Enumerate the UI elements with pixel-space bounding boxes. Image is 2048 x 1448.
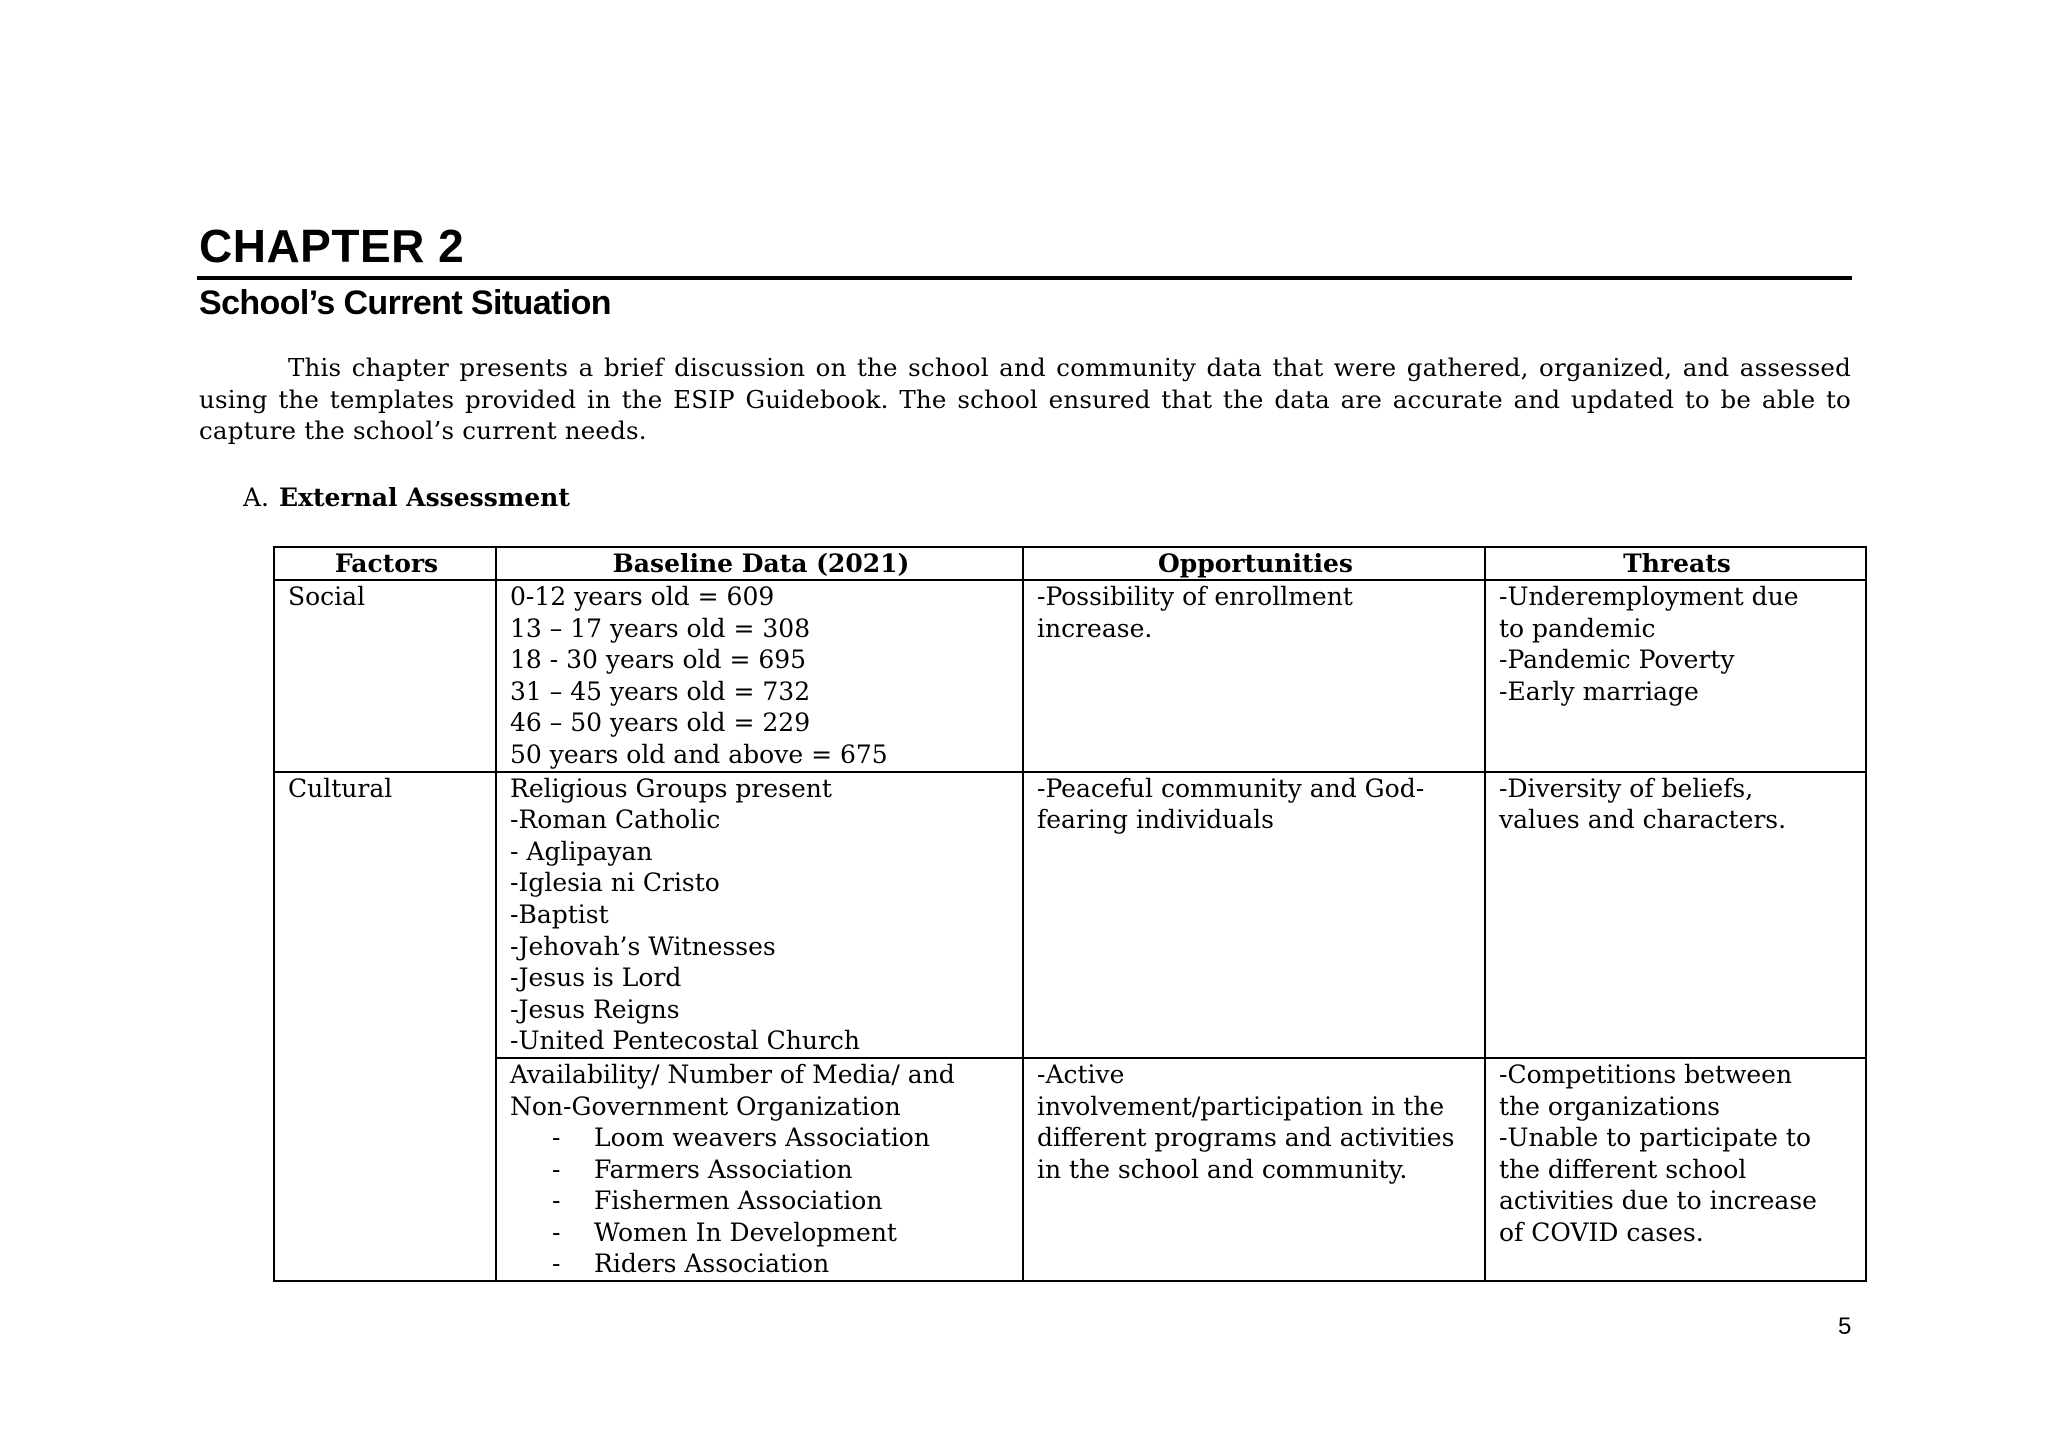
- opportunity-line: -Possibility of enrollment: [1037, 582, 1353, 611]
- list-item: - Women In Development: [552, 1217, 1012, 1249]
- opportunity-line: increase.: [1037, 613, 1153, 643]
- table-row-cultural: [274, 772, 1866, 1058]
- header-opportunities: Opportunities: [1023, 547, 1485, 580]
- baseline-cell: [496, 580, 1023, 772]
- threat-line: values and characters.: [1499, 805, 1787, 835]
- threat-line: to pandemic: [1499, 613, 1656, 643]
- header-threats: Threats: [1485, 547, 1866, 580]
- threats-cell: [1485, 772, 1866, 1058]
- header-factors: Factors: [274, 547, 496, 580]
- baseline-line: 50 years old and above = 675: [510, 739, 888, 769]
- organization-list: [510, 1122, 1012, 1280]
- baseline-line: -Jesus Reigns: [510, 994, 680, 1024]
- table-row-social: [274, 580, 1866, 772]
- external-assessment-table: [273, 546, 1867, 1282]
- opportunities-cell: [1023, 580, 1485, 772]
- opportunities-cell: [1023, 1058, 1485, 1281]
- threat-line: the different school: [1499, 1154, 1747, 1184]
- baseline-line: - Aglipayan: [510, 836, 653, 866]
- list-item: - Loom weavers Association: [552, 1122, 1012, 1154]
- opportunities-cell: [1023, 772, 1485, 1058]
- threat-line: -Underemployment due: [1499, 582, 1799, 611]
- baseline-line: -Roman Catholic: [510, 805, 721, 835]
- header-baseline: Baseline Data (2021): [496, 547, 1023, 580]
- threat-line: of COVID cases.: [1499, 1217, 1704, 1247]
- baseline-line: -Iglesia ni Cristo: [510, 868, 720, 898]
- intro-paragraph: This chapter presents a brief discussion on the school and community data that were gathered, organized, and assessed using the templates provided in the ESIP Guidebook. The school ensured that the data are accurate and updated to be able to capture the school’s current needs.: [199, 353, 1851, 445]
- section-label: External Assessment: [279, 483, 570, 512]
- opportunity-line: different programs and activities: [1037, 1123, 1455, 1153]
- opportunity-line: in the school and community.: [1037, 1154, 1408, 1184]
- threat-line: -Unable to participate to: [1499, 1123, 1811, 1153]
- baseline-line: 13 – 17 years old = 308: [510, 613, 811, 643]
- threat-line: -Diversity of beliefs,: [1499, 773, 1754, 803]
- baseline-line: 0-12 years old = 609: [510, 582, 775, 611]
- opportunity-line: -Active: [1037, 1059, 1125, 1089]
- baseline-line: -Baptist: [510, 899, 609, 929]
- threats-cell: [1485, 1058, 1866, 1281]
- list-item: - Farmers Association: [552, 1154, 1012, 1186]
- threat-line: activities due to increase: [1499, 1186, 1817, 1216]
- chapter-divider: [197, 276, 1852, 280]
- baseline-line: 46 – 50 years old = 229: [510, 708, 811, 738]
- list-item: - Fishermen Association: [552, 1185, 1012, 1217]
- threat-line: -Competitions between: [1499, 1059, 1793, 1089]
- baseline-cell: [496, 772, 1023, 1058]
- chapter-title: CHAPTER 2: [199, 220, 465, 272]
- baseline-line: Non-Government Organization: [510, 1091, 901, 1121]
- baseline-line: Availability/ Number of Media/ and: [510, 1059, 955, 1089]
- chapter-subtitle: School’s Current Situation: [199, 284, 611, 322]
- section-heading: [243, 482, 570, 514]
- threat-line: -Early marriage: [1499, 676, 1699, 706]
- baseline-cell: [496, 1058, 1023, 1281]
- section-marker: A.: [243, 483, 270, 512]
- opportunity-line: -Peaceful community and God-: [1037, 773, 1425, 803]
- opportunity-line: involvement/participation in the: [1037, 1091, 1445, 1121]
- factor-cell: Social: [274, 580, 496, 772]
- threat-line: the organizations: [1499, 1091, 1720, 1121]
- baseline-line: -United Pentecostal Church: [510, 1026, 860, 1056]
- baseline-line: Religious Groups present: [510, 773, 832, 803]
- opportunity-line: fearing individuals: [1037, 805, 1274, 835]
- baseline-line: 18 - 30 years old = 695: [510, 645, 807, 675]
- baseline-line: -Jesus is Lord: [510, 963, 682, 993]
- list-item: - Riders Association: [552, 1248, 1012, 1280]
- factor-cell: Cultural: [274, 772, 496, 1282]
- threats-cell: [1485, 580, 1866, 772]
- page-number: 5: [1838, 1313, 1852, 1340]
- baseline-line: -Jehovah’s Witnesses: [510, 931, 776, 961]
- table-header-row: [274, 547, 1866, 580]
- threat-line: -Pandemic Poverty: [1499, 645, 1735, 675]
- baseline-line: 31 – 45 years old = 732: [510, 676, 811, 706]
- table-row-organizations: [274, 1058, 1866, 1281]
